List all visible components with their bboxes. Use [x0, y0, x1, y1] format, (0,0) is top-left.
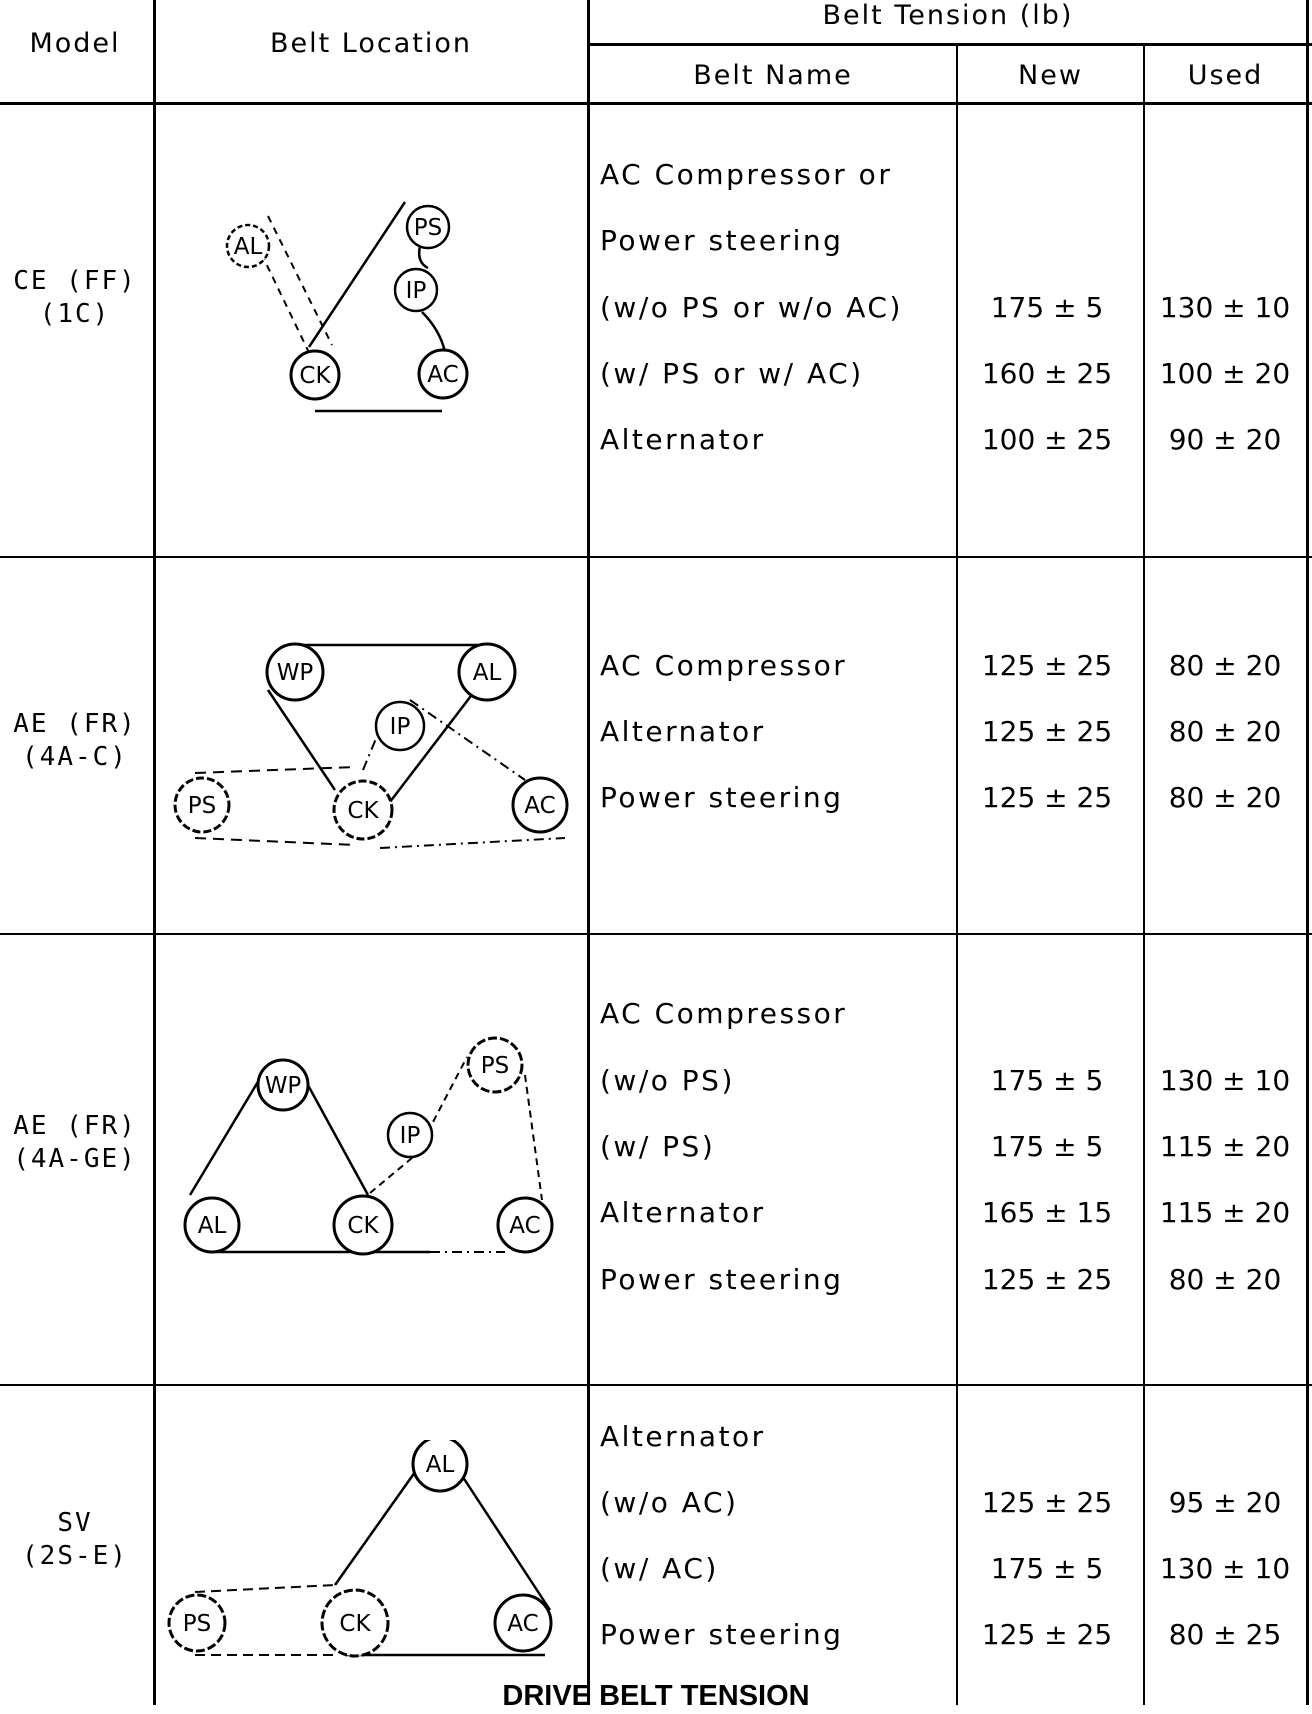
pulley-label: PS — [187, 793, 217, 819]
tension-new: 125 ± 25 — [981, 1618, 1113, 1651]
tension-new: 125 ± 25 — [981, 715, 1113, 748]
tension-used: 130 ± 10 — [1159, 291, 1291, 324]
model-name: CE (FF) — [13, 266, 137, 296]
pulley-ip — [395, 269, 437, 311]
col-divider-name — [956, 43, 958, 1705]
pulley-ac — [513, 778, 567, 832]
tension-new: 175 ± 5 — [990, 1552, 1104, 1585]
model-engine: (4A-C) — [22, 742, 128, 772]
pulley-label: AL — [425, 1452, 455, 1478]
pulley-label: CK — [299, 363, 331, 389]
pulley-ac — [495, 1595, 551, 1651]
pulley-label: CK — [347, 798, 379, 824]
belt-name: Alternator — [600, 423, 766, 456]
row-divider-3 — [0, 1384, 1312, 1386]
model-cell — [0, 1110, 150, 1176]
row-divider-1 — [0, 556, 1312, 558]
belt-line — [309, 202, 405, 347]
belt-line — [422, 312, 445, 352]
model-cell — [0, 1507, 150, 1573]
tension-used: 80 ± 20 — [1168, 781, 1282, 814]
pulley-ps — [169, 1595, 225, 1651]
header-model: Model — [29, 28, 121, 59]
header-belt-tension: Belt Tension (lb) — [822, 0, 1074, 31]
belt-line — [380, 838, 565, 848]
pulley-ac — [419, 350, 467, 398]
model-cell — [0, 265, 150, 331]
col-divider-location — [587, 0, 590, 1705]
tension-new: 125 ± 25 — [981, 1263, 1113, 1296]
pulley-label: IP — [399, 1123, 421, 1149]
pulley-label: AL — [472, 660, 502, 686]
pulley-label: AC — [507, 1611, 539, 1637]
col-divider-model — [153, 0, 156, 1705]
belt-name: Alternator — [600, 1420, 766, 1453]
pulley-ps — [468, 1038, 522, 1092]
header-new: New — [1018, 60, 1083, 91]
pulley-ck — [334, 781, 392, 839]
tension-used: 100 ± 20 — [1159, 357, 1291, 390]
belt-line — [190, 1065, 268, 1195]
belt-name: Power steering — [600, 1263, 844, 1296]
belt-name: (w/ AC) — [600, 1552, 719, 1585]
pulley-label: AL — [233, 234, 263, 260]
tension-used: 90 ± 20 — [1168, 423, 1282, 456]
tension-used: 80 ± 20 — [1168, 1263, 1282, 1296]
pulley-ck — [291, 351, 339, 399]
tension-new: 125 ± 25 — [981, 649, 1113, 682]
pulley-ck — [322, 1590, 388, 1656]
pulley-ac — [498, 1198, 552, 1252]
pulley-label: CK — [339, 1611, 371, 1637]
pulley-label: AC — [427, 362, 459, 388]
belt-diagram-ae-4a-ge — [170, 1035, 580, 1265]
model-engine: (1C) — [39, 299, 111, 329]
pulley-al — [459, 644, 515, 700]
table-right-border — [1306, 0, 1309, 1705]
model-name: AE (FR) — [13, 1111, 137, 1141]
belt-line — [525, 1075, 542, 1200]
tension-new: 100 ± 25 — [981, 423, 1113, 456]
pulley-label: PS — [182, 1611, 212, 1637]
belt-line — [410, 700, 525, 780]
header-belt-name: Belt Name — [693, 60, 853, 91]
belt-name: AC Compressor — [600, 997, 848, 1030]
tension-subheader-rule — [588, 43, 1312, 46]
pulley-wp — [258, 1060, 308, 1110]
tension-new: 175 ± 5 — [990, 1064, 1104, 1097]
tension-new: 175 ± 5 — [990, 291, 1104, 324]
pulley-ck — [334, 1196, 392, 1254]
tension-used: 80 ± 20 — [1168, 649, 1282, 682]
pulley-al — [227, 225, 269, 267]
belt-diagram-ae-4a-c — [165, 630, 585, 860]
belt-line — [195, 838, 355, 845]
belt-name: (w/o PS or w/o AC) — [600, 291, 903, 324]
tension-new: 125 ± 25 — [981, 781, 1113, 814]
tension-used: 80 ± 20 — [1168, 715, 1282, 748]
tension-used: 115 ± 20 — [1159, 1130, 1291, 1163]
tension-used: 130 ± 10 — [1159, 1064, 1291, 1097]
belt-name: AC Compressor or — [600, 158, 893, 191]
belt-name: Alternator — [600, 715, 766, 748]
tension-used: 95 ± 20 — [1168, 1486, 1282, 1519]
tension-new: 165 ± 15 — [981, 1196, 1113, 1229]
pulley-al — [185, 1198, 239, 1252]
belt-name: (w/o AC) — [600, 1486, 739, 1519]
pulley-label: WP — [276, 660, 314, 686]
belt-diagram-sv-2s-e — [165, 1440, 585, 1675]
belt-name: Power steering — [600, 224, 844, 257]
pulley-label: AC — [509, 1213, 541, 1239]
model-cell — [0, 708, 150, 774]
pulley-al — [413, 1440, 467, 1491]
model-engine: (2S-E) — [22, 1541, 128, 1571]
belt-line — [335, 1465, 420, 1585]
pulley-label: IP — [389, 714, 411, 740]
tension-new: 175 ± 5 — [990, 1130, 1104, 1163]
tension-used: 130 ± 10 — [1159, 1552, 1291, 1585]
belt-diagram-ce-1c — [200, 180, 500, 420]
pulley-label: AC — [524, 793, 556, 819]
model-name: AE (FR) — [13, 709, 137, 739]
belt-line — [455, 1465, 550, 1610]
belt-name: Alternator — [600, 1196, 766, 1229]
header-used: Used — [1187, 60, 1264, 91]
header-bottom-rule — [0, 102, 1312, 105]
model-name: SV — [57, 1508, 93, 1538]
tension-new: 160 ± 25 — [981, 357, 1113, 390]
pulley-ps — [407, 206, 449, 248]
belt-line — [195, 1585, 335, 1592]
model-engine: (4A-GE) — [13, 1144, 137, 1174]
pulley-wp — [267, 644, 323, 700]
pulley-label: CK — [347, 1213, 379, 1239]
pulley-ps — [175, 778, 229, 832]
belt-line — [195, 767, 355, 773]
tension-used: 115 ± 20 — [1159, 1196, 1291, 1229]
pulley-ip — [388, 1113, 432, 1157]
pulley-label: AL — [197, 1213, 227, 1239]
pulley-label: PS — [413, 215, 443, 241]
belt-line — [268, 690, 335, 790]
tension-new: 125 ± 25 — [981, 1486, 1113, 1519]
belt-name: (w/o PS) — [600, 1064, 735, 1097]
belt-name: AC Compressor — [600, 649, 848, 682]
pulley-label: PS — [480, 1053, 510, 1079]
header-belt-location: Belt Location — [269, 28, 472, 59]
pulley-label: IP — [405, 278, 427, 304]
belt-line — [370, 1153, 418, 1193]
belt-name: Power steering — [600, 1618, 844, 1651]
belt-name: (w/ PS) — [600, 1130, 716, 1163]
belt-name: (w/ PS or w/ AC) — [600, 357, 864, 390]
tension-used: 80 ± 25 — [1168, 1618, 1282, 1651]
figure-caption: DRIVE BELT TENSION — [502, 1680, 810, 1712]
pulley-label: WP — [264, 1073, 302, 1099]
pulley-ip — [376, 702, 424, 750]
belt-name: Power steering — [600, 781, 844, 814]
row-divider-2 — [0, 933, 1312, 935]
